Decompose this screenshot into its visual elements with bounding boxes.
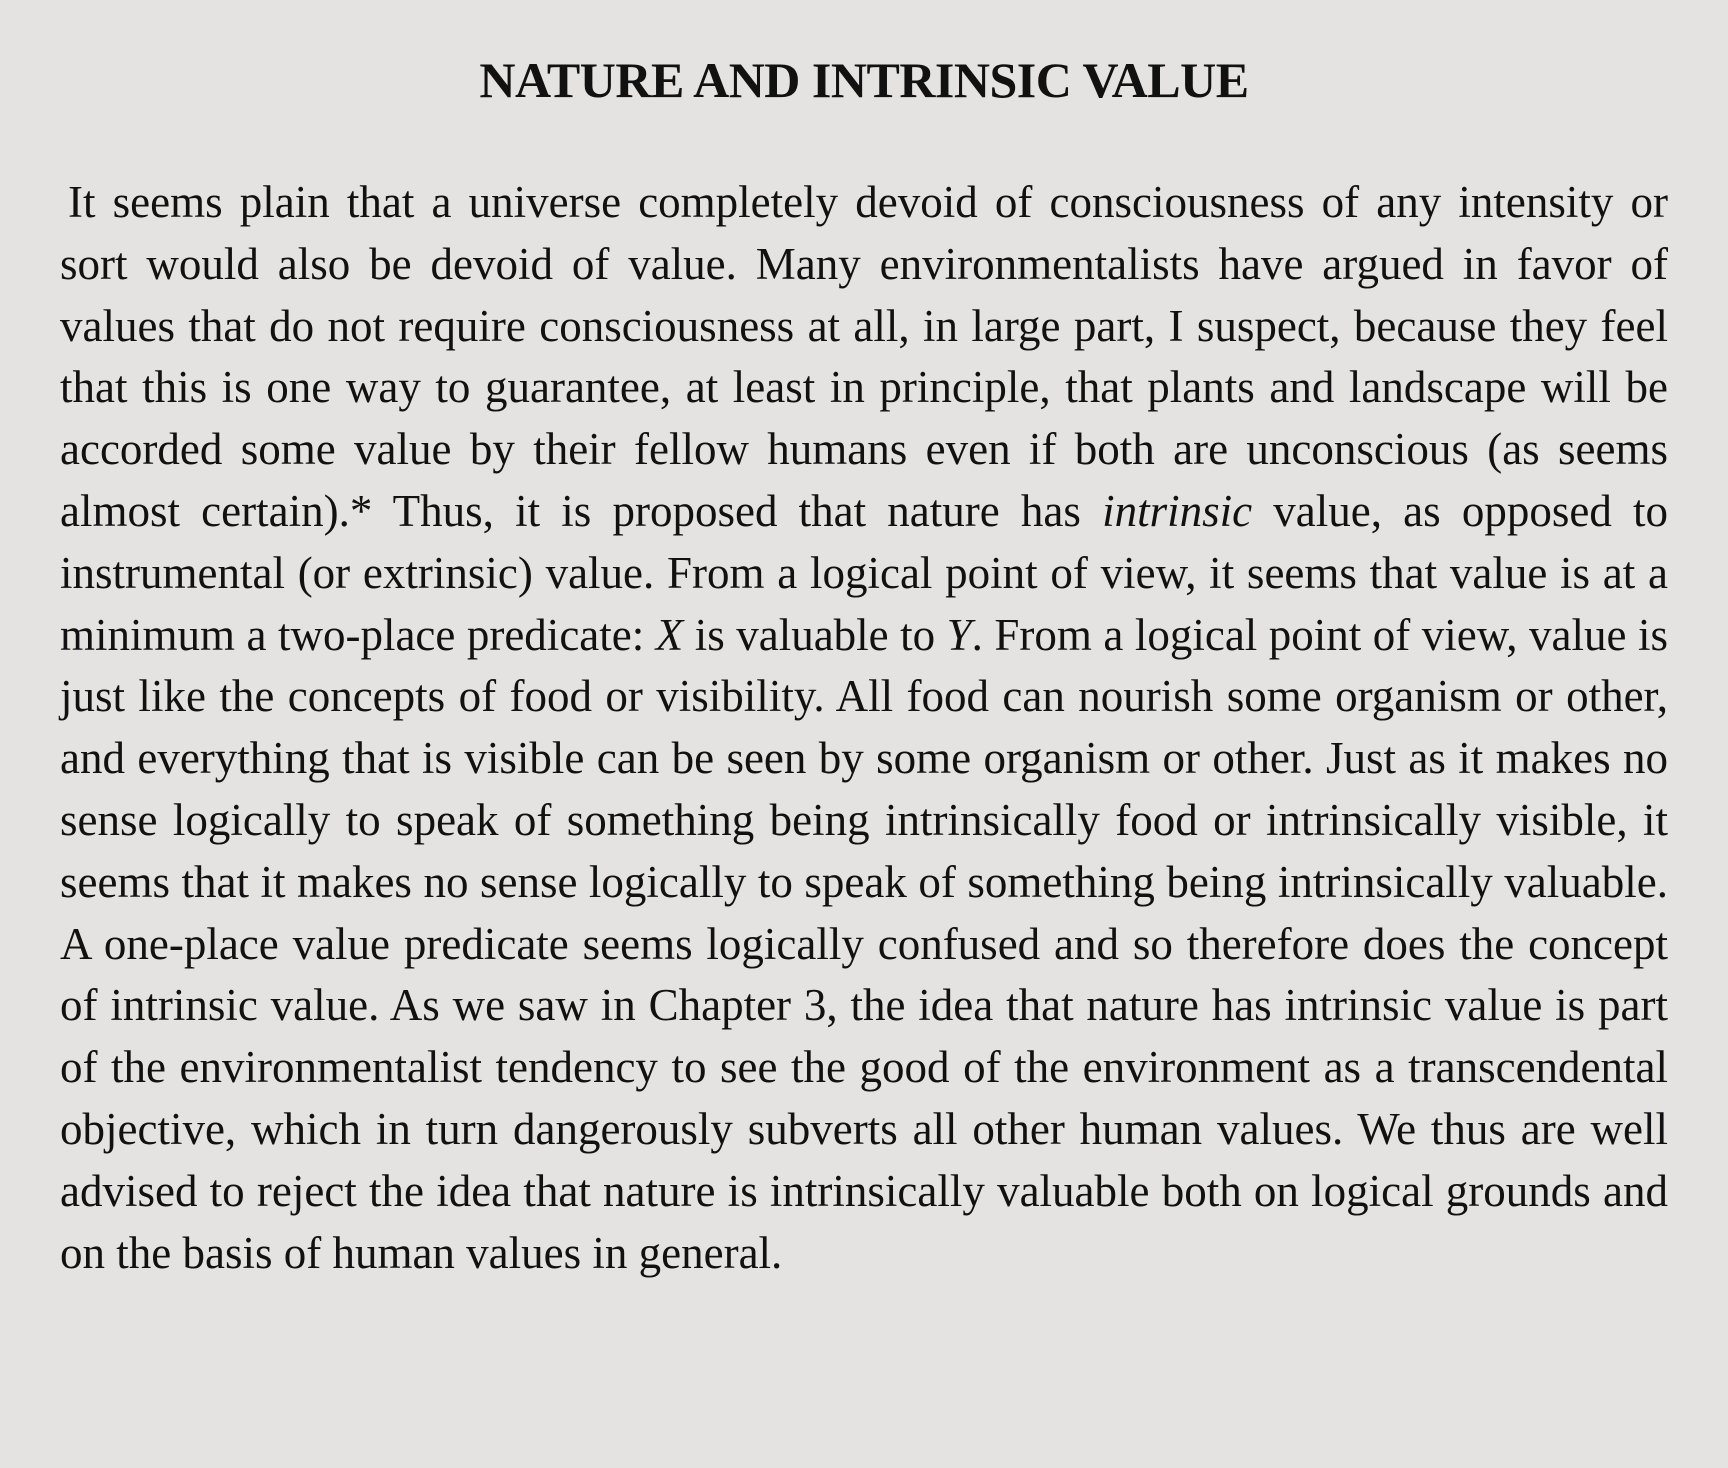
paragraph-text: value, as opposed to instrumental (or extrinsic) value. From a logical point of view, it seems that value is at a minimum a two-place predicate: [60,485,1669,660]
paragraph-text: . From a logical point of view, value is just like the concepts of food or visibility. All food can nourish some organism or other, and everything that is visible can be seen by some organism or other. Just as it makes no sense logically to speak of something being intrinsically food or intrinsically visible, it seems that it makes no sense logically to speak of something being intrinsically valuable. A one-place value predicate seems logically confused and so therefore does the concept of intrinsic value. As we saw in Chapter 3, the idea that nature has intrinsic value is part of the environmentalist tendency to see the good of the environment as a transcendental objective, which in turn dangerously subverts all other human values. We thus are well advised to reject the idea that nature is intrinsically valuable both on logical grounds and on the basis of human values in general. [60,609,1668,1278]
body-paragraph [60,172,1668,1284]
paragraph-text: It seems plain that a universe completely devoid of consciousness of any intensity or sort would also be devoid of value. Many environmentalists have argued in favor of values that do not require consciousness at all, in large part, I suspect, because they feel that this is one way to guarantee, at least in principle, that plants and landscape will be accorded some value by their fellow humans even if both are unconscious (as seems almost certain).* Thus, it is proposed that nature has [60,177,1668,536]
section-title: NATURE AND INTRINSIC VALUE [479,52,1249,108]
paragraph-text: is valuable to [683,609,947,660]
italic-variable-x: X [655,609,684,660]
italic-variable-y: Y [946,609,972,660]
italic-term-intrinsic: intrinsic [1102,485,1253,536]
